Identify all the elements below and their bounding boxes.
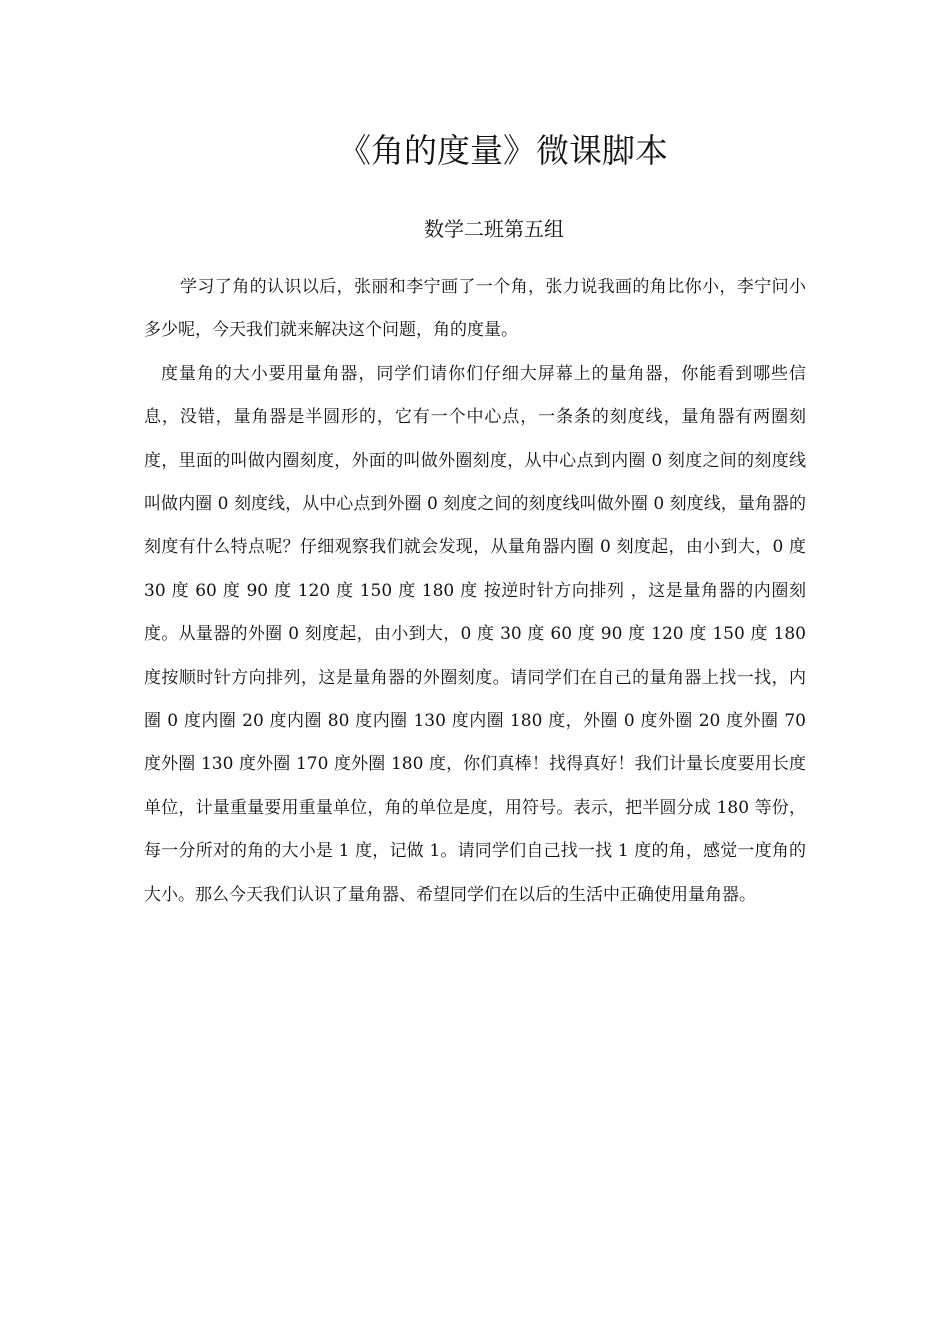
document-subtitle: 数学二班第五组 bbox=[424, 217, 564, 241]
paragraph-main: 度量角的大小要用量角器，同学们请你们仔细大屏幕上的量角器，你能看到哪些信息，没错，量角器是半圆形的，它有一个中心点，一条条的刻度线，量角器有两圈刻度，里面的叫做内圈刻度，外面的叫做外圈刻度，从中心点到内圈 0 刻度之间的刻度线叫做内圈 0 刻度线，从中心点到外圈 0 刻度之间的刻度线叫做外圈 0 刻度线，量角器的刻度有什么特点呢？仔细观察我们就会发现，从量角器内圈 0 刻度起，由小到大，0 度 30 度 60 度 90 度 120 度 150 度 180 度 按逆时针方向排列 ，这是量角器的内圈刻度。从量器的外圈 0 刻度起，由小到大，0 度 30 度 60 度 90 度 120 度 150 度 180 度按顺时针方向排列，这是量角器的外圈刻度。请同学们在自己的量角器上找一找，内圈 0 度内圈 20 度内圈 80 度内圈 130 度内圈 180 度，外圈 0 度外圈 20 度外圈 70 度外圈 130 度外圈 170 度外圈 180 度，你们真棒！找得真好！我们计量长度要用长度单位，计量重量要用重量单位，角的单位是度，用符号。表示，把半圆分成 180 等份，每一分所对的角的大小是 1 度，记做 1。请同学们自己找一找 1 度的角，感觉一度角的大小。那么今天我们认识了量角器、希望同学们在以后的生活中正确使用量角器。 bbox=[144, 363, 806, 905]
document-title: 《角的度量》微课脚本 bbox=[338, 131, 668, 170]
document-body bbox=[144, 266, 806, 917]
paragraph-intro: 学习了角的认识以后，张丽和李宁画了一个角，张力说我画的角比你小，李宁问小多少呢，今天我们就来解决这个问题，角的度量。 bbox=[144, 277, 806, 341]
